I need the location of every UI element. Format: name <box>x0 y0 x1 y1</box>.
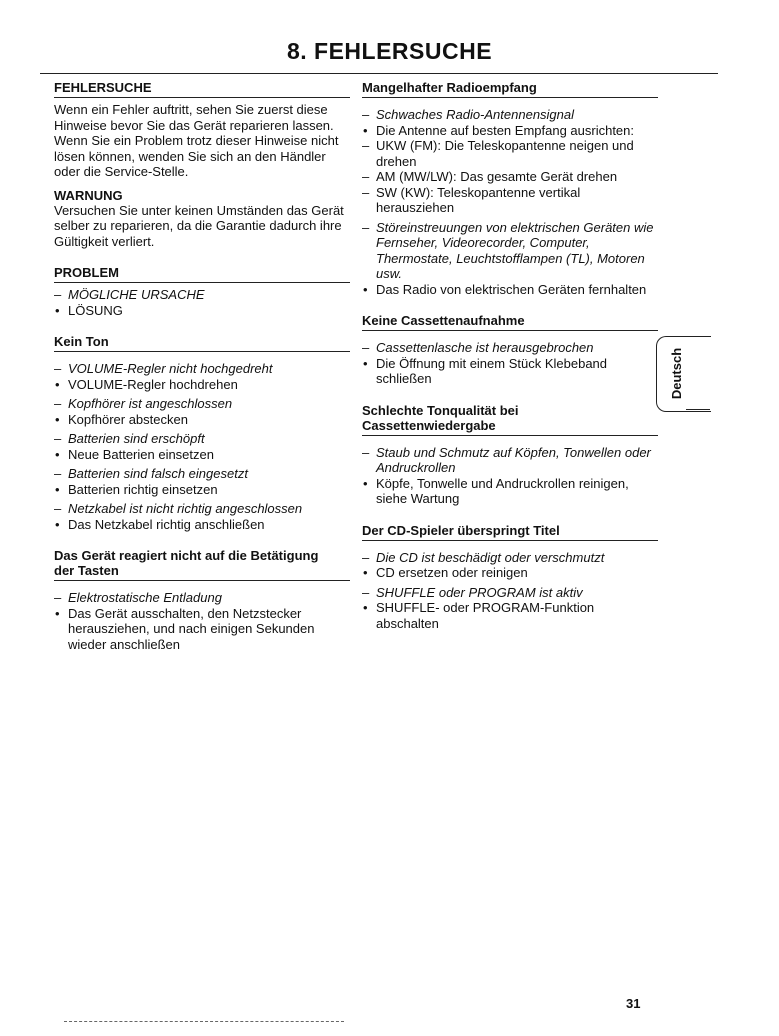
solution-item: • Köpfe, Tonwelle und Andruckrollen reinigen, siehe Wartung <box>362 476 658 507</box>
legend-heading: PROBLEM <box>54 265 350 283</box>
tonqualitaet-heading-line-1: Schlechte Tonqualität bei <box>362 402 519 418</box>
cause-item: – Störeinstreuungen von elektrischen Geräten wie Fernseher, Videorecorder, Computer, Thermostate, Leuchtstofflampen (TL), Motoren usw. <box>362 220 658 282</box>
tasten-heading <box>54 548 350 581</box>
cause-item: – Netzkabel ist nicht richtig angeschlossen <box>54 501 350 517</box>
solution-item: • Neue Batterien einsetzen <box>54 447 350 463</box>
intro-heading: FEHLERSUCHE <box>54 80 350 98</box>
solution-item: • Das Netzkabel richtig anschließen <box>54 517 350 533</box>
cause-item: – Batterien sind erschöpft <box>54 431 350 447</box>
left-column <box>54 80 350 652</box>
warning-text: Versuchen Sie unter keinen Umständen das Gerät selber zu reparieren, da die Garantie dadurch ihre Gültigkeit verliert. <box>54 202 344 249</box>
cause-item: – SHUFFLE oder PROGRAM ist aktiv <box>362 585 658 601</box>
footer-rule <box>64 1021 344 1022</box>
kein-ton-heading: Kein Ton <box>54 334 350 352</box>
legend-solution: • LÖSUNG <box>54 303 350 319</box>
cd-heading: Der CD-Spieler überspringt Titel <box>362 523 658 541</box>
warning-heading: WARNUNG <box>54 187 123 203</box>
cause-item: – Elektrostatische Entladung <box>54 590 350 606</box>
solution-item: • Kopfhörer abstecken <box>54 412 350 428</box>
page-number: 31 <box>626 996 641 1011</box>
legend-cause: – MÖGLICHE URSACHE <box>54 287 350 303</box>
language-tab-label <box>661 333 693 413</box>
tonqualitaet-heading <box>362 403 658 436</box>
cause-item: – Staub und Schmutz auf Köpfen, Tonwellen oder Andruckrollen <box>362 445 658 476</box>
intro-text-2: Wenn Sie ein Problem trotz dieser Hinweise nicht lösen können, wenden Sie sich an den Händler oder die Service-Stelle. <box>54 133 339 179</box>
solution-item: • Die Antenne auf besten Empfang ausrichten: <box>362 123 658 139</box>
solution-item: • SHUFFLE- oder PROGRAM-Funktion abschalten <box>362 600 658 631</box>
cassette-heading: Keine Cassettenaufnahme <box>362 313 658 331</box>
detail-item: – UKW (FM): Die Teleskopantenne neigen und drehen <box>362 138 658 169</box>
tonqualitaet-heading-line-2: Cassettenwiedergabe <box>362 417 496 433</box>
solution-item: • Die Öffnung mit einem Stück Klebeband schließen <box>362 356 658 387</box>
tasten-heading-line-1: Das Gerät reagiert nicht auf die Betätigung <box>54 548 319 563</box>
cause-item: – Die CD ist beschädigt oder verschmutzt <box>362 550 658 566</box>
solution-item: • Das Radio von elektrischen Geräten fernhalten <box>362 282 658 298</box>
language-tab-text: Deutsch <box>669 347 685 399</box>
tasten-heading-line-2: der Tasten <box>54 563 119 578</box>
detail-item: – AM (MW/LW): Das gesamte Gerät drehen <box>362 169 658 185</box>
language-tab-rule <box>686 409 710 410</box>
intro-text-1: Wenn ein Fehler auftritt, sehen Sie zuerst diese Hinweise bevor Sie das Gerät reparieren lassen. <box>54 102 334 133</box>
page-title: 8. FEHLERSUCHE <box>286 38 493 64</box>
detail-item: – SW (KW): Teleskopantenne vertikal herausziehen <box>362 185 658 216</box>
solution-item: • VOLUME-Regler hochdrehen <box>54 377 350 393</box>
title-rule <box>40 73 718 74</box>
solution-item: • Das Gerät ausschalten, den Netzstecker herausziehen, und nach einigen Sekunden wieder anschließen <box>54 606 350 653</box>
right-column <box>362 80 658 631</box>
cause-item: – VOLUME-Regler nicht hochgedreht <box>54 361 350 377</box>
cause-item: – Kopfhörer ist angeschlossen <box>54 396 350 412</box>
cause-item: – Schwaches Radio-Antennensignal <box>362 107 658 123</box>
radio-heading: Mangelhafter Radioempfang <box>362 80 658 98</box>
solution-item: • Batterien richtig einsetzen <box>54 482 350 498</box>
cause-item: – Cassettenlasche ist herausgebrochen <box>362 340 658 356</box>
cause-item: – Batterien sind falsch eingesetzt <box>54 466 350 482</box>
solution-item: • CD ersetzen oder reinigen <box>362 565 658 581</box>
